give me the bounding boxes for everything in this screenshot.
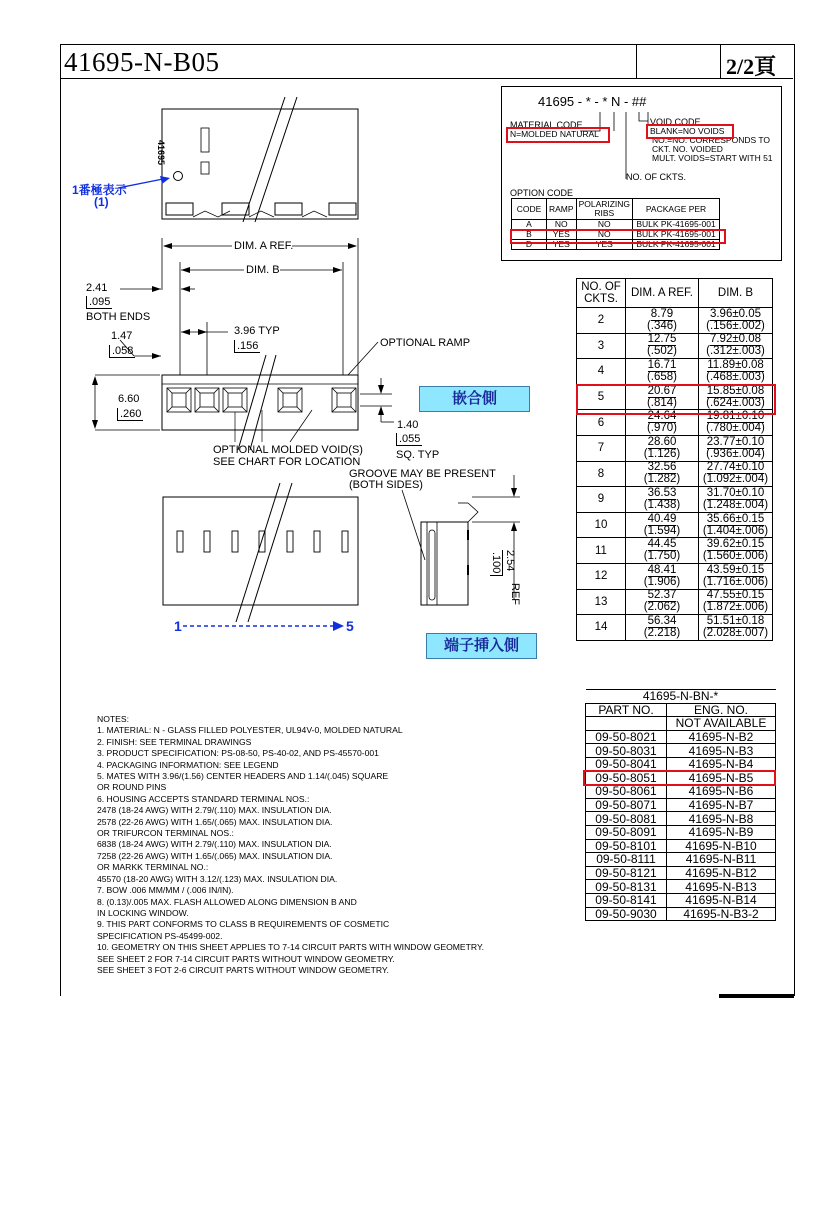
table-row — [577, 461, 773, 487]
note-line: 4. PACKAGING INFORMATION: SEE LEGEND — [97, 759, 279, 770]
ckt-count: 11 — [577, 538, 626, 564]
note-line: 7258 (22-26 AWG) WITH 1.65/(.065) MAX. INSULATION DIA. — [97, 850, 333, 861]
table-row — [586, 744, 776, 758]
dim-a-cell: 52.37 (2.062) — [626, 589, 699, 615]
eng-no: 41695-N-B11 — [667, 853, 776, 867]
note-line: 6838 (18-24 AWG) WITH 2.79/(.110) MAX. INSULATION DIA. — [97, 839, 332, 850]
side-view-housing — [421, 522, 468, 605]
dimension-table — [576, 278, 773, 641]
dim-a-cell: 28.60 (1.126) — [626, 435, 699, 461]
dim-a-cell: 40.49 (1.594) — [626, 512, 699, 538]
part-table-title: 41695-N-BN-* — [586, 690, 776, 704]
table-row — [577, 435, 773, 461]
groove-note-1: GROOVE MAY BE PRESENT — [349, 468, 496, 480]
dim-a-cell: 48.41 (1.906) — [626, 563, 699, 589]
table-row — [586, 893, 776, 907]
eng-no: 41695-N-B12 — [667, 866, 776, 880]
eng-no: 41695-N-B2 — [667, 730, 776, 744]
table-row — [586, 785, 776, 799]
part-no: 09-50-9030 — [586, 907, 667, 921]
eng-no: 41695-N-B14 — [667, 893, 776, 907]
opt-cell: BULK PK-41695-001 — [633, 240, 720, 250]
part-header: ENG. NO. — [667, 703, 776, 717]
dim-a-label: DIM. A REF. — [234, 240, 294, 252]
highlight-5ckt — [576, 384, 776, 415]
eng-no: 41695-N-B4 — [667, 757, 776, 771]
dim-b-cell: 7.92±0.08 (.312±.003) — [699, 333, 773, 359]
note-line: 2478 (18-24 AWG) WITH 2.79/(.110) MAX. INSULATION DIA. — [97, 805, 332, 816]
eng-no: 41695-N-B8 — [667, 812, 776, 826]
ckt-count: 13 — [577, 589, 626, 615]
pin1-mark — [174, 172, 183, 181]
void-code-label: VOID CODE — [650, 117, 701, 127]
dim-254: 2.54 — [504, 550, 516, 572]
note-line: 10. GEOMETRY ON THIS SHEET APPLIES TO 7-14 CIRCUIT PARTS WITH WINDOW GEOMETRY. — [97, 942, 484, 953]
ckt-count: 10 — [577, 512, 626, 538]
dim-a-cell: 16.71 (.658) — [626, 359, 699, 385]
dim-396-in: .156 — [234, 340, 260, 353]
void-line: NO.=NO. CORRESPONDS TO — [652, 135, 770, 145]
dim-a-cell: 8.79 (.346) — [626, 308, 699, 334]
eng-no: 41695-N-B6 — [667, 785, 776, 799]
dim-a-cell: 36.53 (1.438) — [626, 487, 699, 513]
pin1-label: 1番極表示 — [72, 183, 127, 197]
opt-cell: B — [512, 230, 547, 240]
table-row — [577, 615, 773, 641]
groove-note-2: (BOTH SIDES) — [349, 479, 423, 491]
ckt-count: 8 — [577, 461, 626, 487]
note-line: SEE SHEET 3 FOT 2-6 CIRCUIT PARTS WITHOUT WINDOW GEOMETRY. — [97, 964, 389, 975]
dim-a-cell: 56.34 (2.218) — [626, 615, 699, 641]
ckt-count: 2 — [577, 308, 626, 334]
table-row — [577, 333, 773, 359]
note-line: OR MARKK TERMINAL NO.: — [97, 862, 209, 873]
void-note-2: SEE CHART FOR LOCATION — [213, 456, 361, 468]
dim-a-cell: 20.67 (.814) — [626, 384, 699, 410]
table-row — [586, 812, 776, 826]
part-no — [586, 717, 667, 731]
dim-b-cell: 43.59±0.15 (1.716±.006) — [699, 563, 773, 589]
table-row — [586, 717, 776, 731]
part-no: 09-50-8121 — [586, 866, 667, 880]
eng-no: 41695-N-B7 — [667, 798, 776, 812]
note-line: 2578 (22-26 AWG) WITH 1.65/(.065) MAX. INSULATION DIA. — [97, 816, 333, 827]
dim-140-in: .055 — [396, 433, 422, 446]
dim-b-cell: 31.70±0.10 (1.248±.004) — [699, 487, 773, 513]
table-row — [577, 589, 773, 615]
dim-241: 2.41 — [86, 282, 108, 294]
note-line: NOTES: — [97, 714, 129, 724]
ckt-count: 14 — [577, 615, 626, 641]
opt-header: PACKAGE PER — [633, 199, 720, 220]
part-no: 09-50-8111 — [586, 853, 667, 867]
eng-no: 41695-N-B10 — [667, 839, 776, 853]
note-line: IN LOCKING WINDOW. — [97, 907, 189, 918]
part-no: 09-50-8061 — [586, 785, 667, 799]
ckt-count: 5 — [577, 384, 626, 410]
dim-b-cell: 15.85±0.08 (.624±.003) — [699, 384, 773, 410]
note-line: SPECIFICATION PS-45499-002. — [97, 930, 223, 941]
opt-cell: A — [512, 220, 547, 230]
ckt-count: 9 — [577, 487, 626, 513]
no-of-ckts-label: NO. OF CKTS. — [626, 172, 687, 182]
table-row — [577, 359, 773, 385]
table-row — [577, 563, 773, 589]
pin-start: 1 — [174, 618, 182, 634]
material-code-value: N=MOLDED NATURAL — [510, 129, 599, 139]
opt-header: POLARIZING RIBS — [576, 199, 632, 220]
table-row — [577, 538, 773, 564]
void-line: MULT. VOIDS=START WITH 51 — [652, 153, 773, 163]
insert-side-label: 端子挿入側 — [426, 633, 537, 659]
opt-cell: NO — [576, 220, 632, 230]
part-no: 09-50-8041 — [586, 757, 667, 771]
part-no: 09-50-8031 — [586, 744, 667, 758]
note-line: 6. HOUSING ACCEPTS STANDARD TERMINAL NOS.: — [97, 793, 310, 804]
table-row — [577, 308, 773, 334]
dim-140: 1.40 — [397, 419, 419, 431]
ckt-count: 7 — [577, 435, 626, 461]
opt-cell: YES — [576, 240, 632, 250]
opt-cell: NO — [576, 230, 632, 240]
part-no: 09-50-8051 — [586, 771, 667, 785]
pin1-sub: (1) — [94, 195, 109, 209]
part-no: 09-50-8101 — [586, 839, 667, 853]
dim-241-in: .095 — [86, 296, 112, 309]
eng-no: 41695-N-B3-2 — [667, 907, 776, 921]
part-no: 09-50-8071 — [586, 798, 667, 812]
pin-end: 5 — [346, 618, 354, 634]
mating-side-label: 嵌合側 — [419, 386, 530, 412]
opt-cell: YES — [547, 230, 577, 240]
dim-b-cell: 23.77±0.10 (.936±.004) — [699, 435, 773, 461]
part-no: 09-50-8021 — [586, 730, 667, 744]
note-line: 45570 (18-20 AWG) WITH 3.12/(.123) MAX. INSULATION DIA. — [97, 873, 338, 884]
opt-cell: D — [512, 240, 547, 250]
dim-a-cell: 32.56 (1.282) — [626, 461, 699, 487]
dim-b-cell: 47.55±0.15 (1.872±.006) — [699, 589, 773, 615]
side-mark-text: 41695 — [156, 140, 166, 166]
dim-b-cell: 3.96±0.05 (.156±.002) — [699, 308, 773, 334]
part-number-table — [585, 689, 776, 921]
dim-a-cell: 44.45 (1.750) — [626, 538, 699, 564]
opt-cell: BULK PK-41695-001 — [633, 230, 720, 240]
table-row — [586, 866, 776, 880]
opt-cell: NO — [547, 220, 577, 230]
dim-a-cell: 24.64 (.970) — [626, 410, 699, 436]
material-code-label: MATERIAL CODE — [510, 120, 583, 130]
part-no: 09-50-8141 — [586, 893, 667, 907]
opt-cell: YES — [547, 240, 577, 250]
table-row — [586, 730, 776, 744]
highlight-part-8051 — [583, 770, 776, 786]
dim-b-cell: 11.89±0.08 (.468±.003) — [699, 359, 773, 385]
note-line: OR TRIFURCON TERMINAL NOS.: — [97, 828, 234, 839]
table-row — [586, 839, 776, 853]
ckt-count: 3 — [577, 333, 626, 359]
table-row — [586, 798, 776, 812]
opt-cell: BULK PK-41695-001 — [633, 220, 720, 230]
dim-header: DIM. A REF. — [626, 279, 699, 308]
note-line: 3. PRODUCT SPECIFICATION: PS-08-50, PS-40-02, AND PS-45570-001 — [97, 748, 379, 759]
table-row — [586, 853, 776, 867]
table-row — [586, 907, 776, 921]
note-line: OR ROUND PINS — [97, 782, 167, 793]
dim-396: 3.96 TYP — [234, 325, 280, 337]
table-row — [577, 487, 773, 513]
both-ends: BOTH ENDS — [86, 311, 151, 323]
notes-block — [97, 714, 537, 976]
dim-660-in: .260 — [117, 408, 143, 421]
part-pattern: 41695 - * - * N - ## — [538, 94, 647, 109]
opt-header: RAMP — [547, 199, 577, 220]
optional-ramp: OPTIONAL RAMP — [380, 337, 471, 349]
dim-147-in: .058 — [109, 345, 135, 358]
void-line: BLANK=NO VOIDS — [650, 126, 725, 136]
note-line: 1. MATERIAL: N - GLASS FILLED POLYESTER, UL94V-0, MOLDED NATURAL — [97, 725, 403, 736]
option-code-label: OPTION CODE — [510, 188, 574, 198]
part-no: 09-50-8091 — [586, 825, 667, 839]
note-line: 8. (0.13)/.005 MAX. FLASH ALLOWED ALONG DIMENSION B AND — [97, 896, 357, 907]
note-line: 9. THIS PART CONFORMS TO CLASS B REQUIREMENTS OF COSMETIC — [97, 919, 390, 930]
dim-b-label: DIM. B — [246, 264, 280, 276]
dim-b-cell: 19.81±0.10 (.780±.004) — [699, 410, 773, 436]
eng-no: 41695-N-B9 — [667, 825, 776, 839]
ref-label: REF — [509, 583, 521, 605]
dim-b-cell: 27.74±0.10 (1.092±.004) — [699, 461, 773, 487]
note-line: SEE SHEET 2 FOR 7-14 CIRCUIT PARTS WITHOUT WINDOW GEOMETRY. — [97, 953, 395, 964]
dim-header: DIM. B — [699, 279, 773, 308]
table-row — [586, 825, 776, 839]
part-no: 09-50-8081 — [586, 812, 667, 826]
eng-no: 41695-N-B13 — [667, 880, 776, 894]
drawing-title: 41695-N-B05 — [64, 47, 220, 77]
part-header: PART NO. — [586, 703, 667, 717]
dim-254-in: .100 — [490, 550, 503, 576]
dim-b-cell: 35.66±0.15 (1.404±.006) — [699, 512, 773, 538]
dim-b-cell: 39.62±0.15 (1.560±.006) — [699, 538, 773, 564]
ckt-count: 4 — [577, 359, 626, 385]
dim-b-cell: 51.51±0.18 (2.028±.007) — [699, 615, 773, 641]
eng-no: 41695-N-B3 — [667, 744, 776, 758]
eng-no: NOT AVAILABLE — [667, 717, 776, 731]
dim-147: 1.47 — [111, 330, 133, 342]
part-no: 09-50-8131 — [586, 880, 667, 894]
note-line: 5. MATES WITH 3.96/(1.56) CENTER HEADERS AND 1.14/(.045) SQUARE — [97, 771, 389, 782]
table-row — [586, 880, 776, 894]
note-line: 7. BOW .006 MM/MM / (.006 IN/IN). — [97, 885, 234, 896]
dim-a-cell: 12.75 (.502) — [626, 333, 699, 359]
dim-header: NO. OF CKTS. — [577, 279, 626, 308]
page-number: 2/2頁 — [726, 54, 777, 79]
ckt-count: 6 — [577, 410, 626, 436]
dim-660: 6.60 — [118, 393, 140, 405]
table-row — [577, 512, 773, 538]
void-note-1: OPTIONAL MOLDED VOID(S) — [213, 444, 363, 456]
window-slots — [177, 531, 348, 552]
opt-header: CODE — [512, 199, 547, 220]
bottom-view-housing — [163, 497, 358, 605]
void-line: CKT. NO. VOIDED — [652, 144, 723, 154]
eng-no: 41695-N-B5 — [667, 771, 776, 785]
note-line: 2. FINISH: SEE TERMINAL DRAWINGS — [97, 736, 252, 747]
sq-typ: SQ. TYP — [396, 449, 440, 461]
ckt-count: 12 — [577, 563, 626, 589]
